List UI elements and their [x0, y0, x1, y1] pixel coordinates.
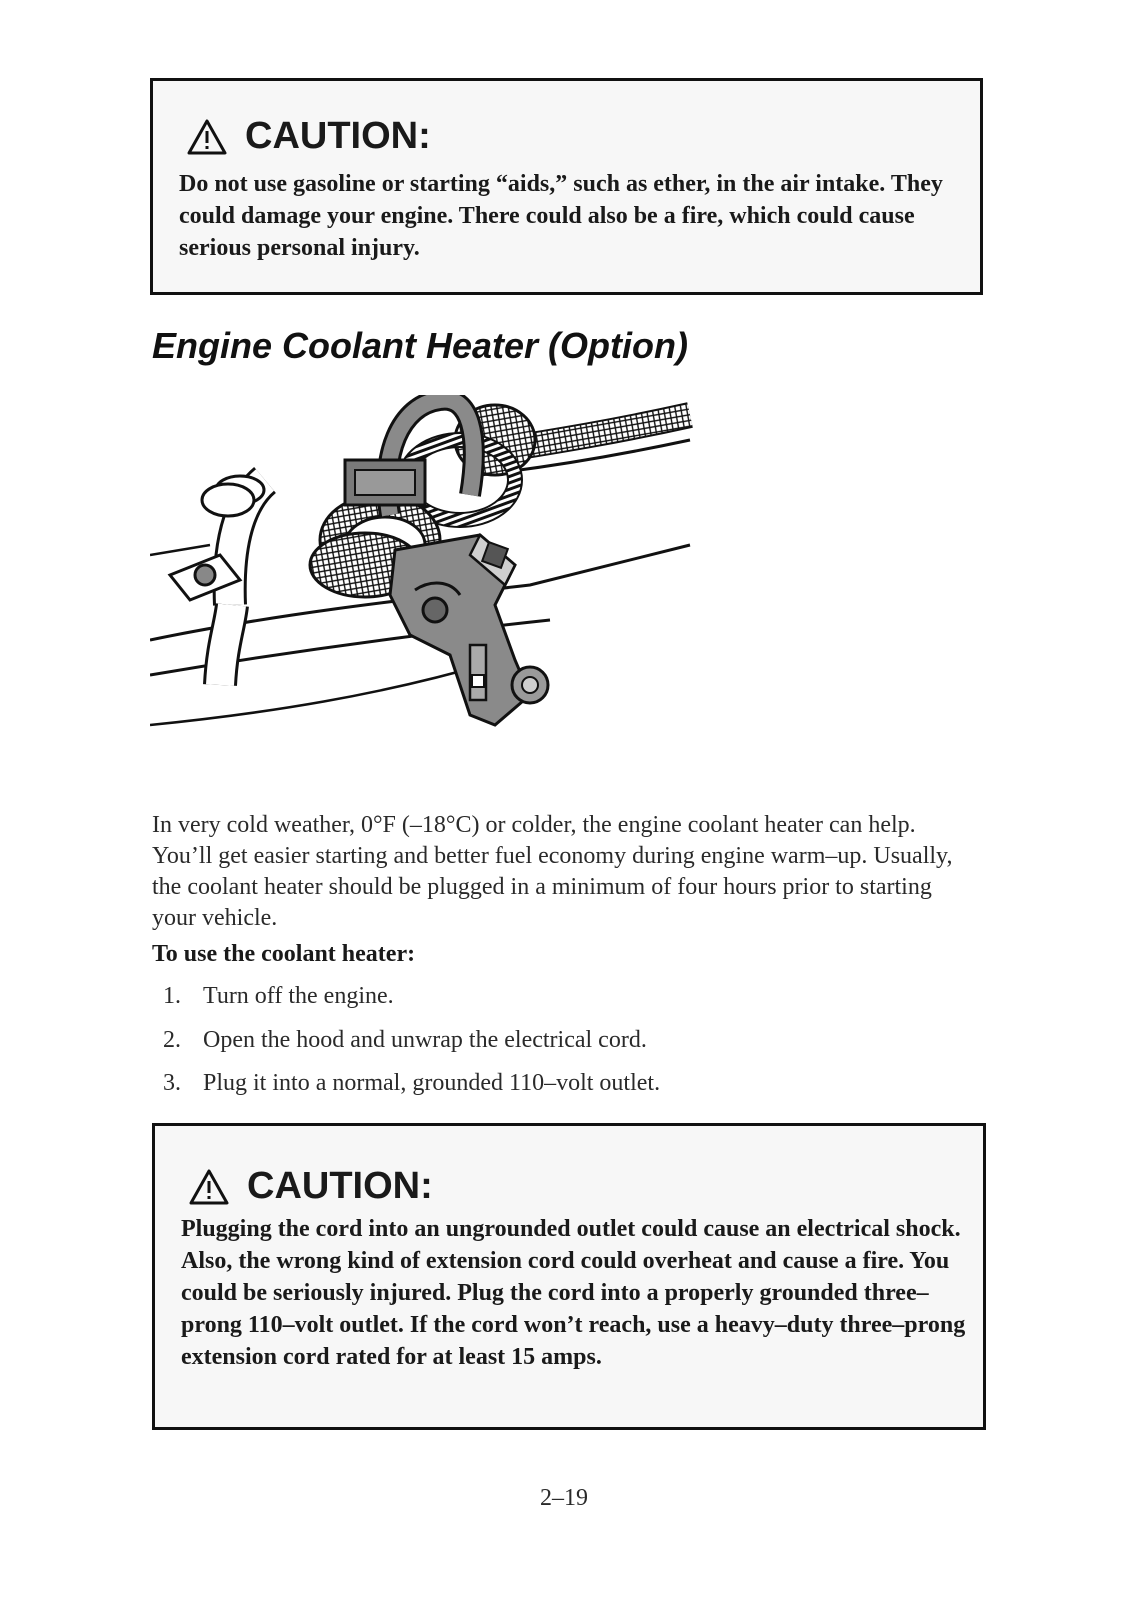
- warning-triangle-icon: [187, 119, 227, 155]
- steps-heading: To use the coolant heater:: [152, 941, 416, 967]
- step-item: [163, 1027, 647, 1054]
- step-text: Open the hood and unwrap the electrical cord.: [203, 1027, 647, 1053]
- page-number: 2–19: [540, 1485, 588, 1511]
- step-number: 3.: [163, 1070, 181, 1096]
- caution-label: CAUTION:: [245, 115, 431, 157]
- caution-box-bottom: [152, 1123, 986, 1430]
- warning-triangle-icon: [189, 1169, 229, 1205]
- step-item: [163, 1070, 660, 1097]
- step-item: [163, 983, 394, 1010]
- section-title: Engine Coolant Heater (Option): [152, 325, 688, 366]
- caution-heading-top: [187, 115, 431, 158]
- step-number: 2.: [163, 1027, 181, 1053]
- intro-paragraph: In very cold weather, 0°F (–18°C) or colder, the engine coolant heater can help. You’ll get easier starting and better fuel economy during engine warm–up. Usually, the coolant heater should be plugged in a minimum of four hours prior to starting your vehicle.: [152, 812, 953, 931]
- step-text: Turn off the engine.: [203, 983, 394, 1009]
- caution-box-top: [150, 78, 983, 295]
- step-number: 1.: [163, 983, 181, 1009]
- coolant-heater-illustration: [150, 395, 710, 755]
- caution-label: CAUTION:: [247, 1165, 433, 1207]
- caution-heading-bottom: [189, 1165, 433, 1208]
- caution-text-top: Do not use gasoline or starting “aids,” such as ether, in the air intake. They could damage your engine. There could also be a fire, which could cause serious personal injury.: [179, 171, 943, 261]
- caution-text-bottom: Plugging the cord into an ungrounded outlet could cause an electrical shock. Also, the wrong kind of extension cord could overheat and cause a fire. You could be seriously injured. Plug the cord into a properly grounded three–prong 110–volt outlet. If the cord won’t reach, use a heavy–duty three–prong extension cord rated for at least 15 amps.: [181, 1216, 966, 1370]
- step-text: Plug it into a normal, grounded 110–volt outlet.: [203, 1070, 661, 1096]
